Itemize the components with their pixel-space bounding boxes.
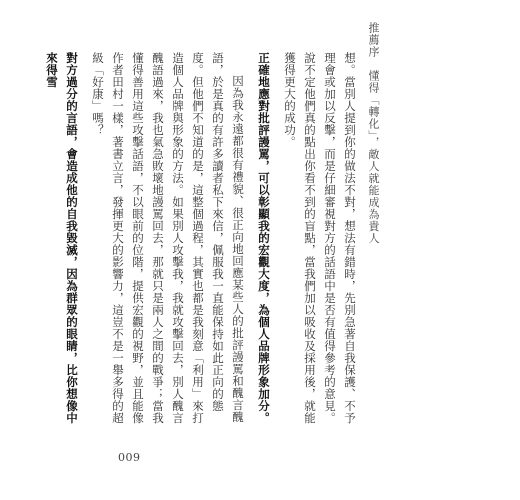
page-number: 009 [118, 451, 141, 464]
vertical-text-block [42, 52, 360, 424]
paragraph-body-continuation: 想。當別人提到你的做法不對，想法有錯時，先別急著自我保護、不予理會或加以反擊，而是仔細審視對方的話語中是否有值得參考的意見。說不定他們真的點出你看不到的盲點，當我們加以吸收及採用後，就能獲得更大的成功。 [283, 52, 357, 424]
section-heading: 正確地應對批評謾罵，可以彰顯我的宏觀大度，為個人品牌形象加分。 [257, 52, 271, 424]
running-header: 推薦序 懂得「轉化」，敵人就能成為貴人 [367, 22, 380, 245]
paragraph-body: 因為我永遠都很有禮貌、很正向地回應某些人的批評謾罵和醜言醜語，於是真的有許多讀者私下來信，佩服我一直能保持如此正向的態度。但他們不知道的是，這整個過程，其實也都是我刻意「利用」來打造個人品牌與形象的方法。如果別人攻擊我，我就攻擊回去，別人醜言醜語過來，我也氣急敗壞地謾罵回去，那就只是兩人之間的戰爭；當我懂得善用這些攻擊話語，不以眼前的位階，提供宏觀的視野，並且能像作者田村一樣，著書立言，發揮更大的影響力，這豈不是一舉多得的超級「好康」嗎？ [91, 52, 245, 424]
closing-bold-line: 對方過分的言語，會造成他的自我毀滅，因為群眾的眼睛，比你想像中來得雪 [45, 52, 79, 424]
